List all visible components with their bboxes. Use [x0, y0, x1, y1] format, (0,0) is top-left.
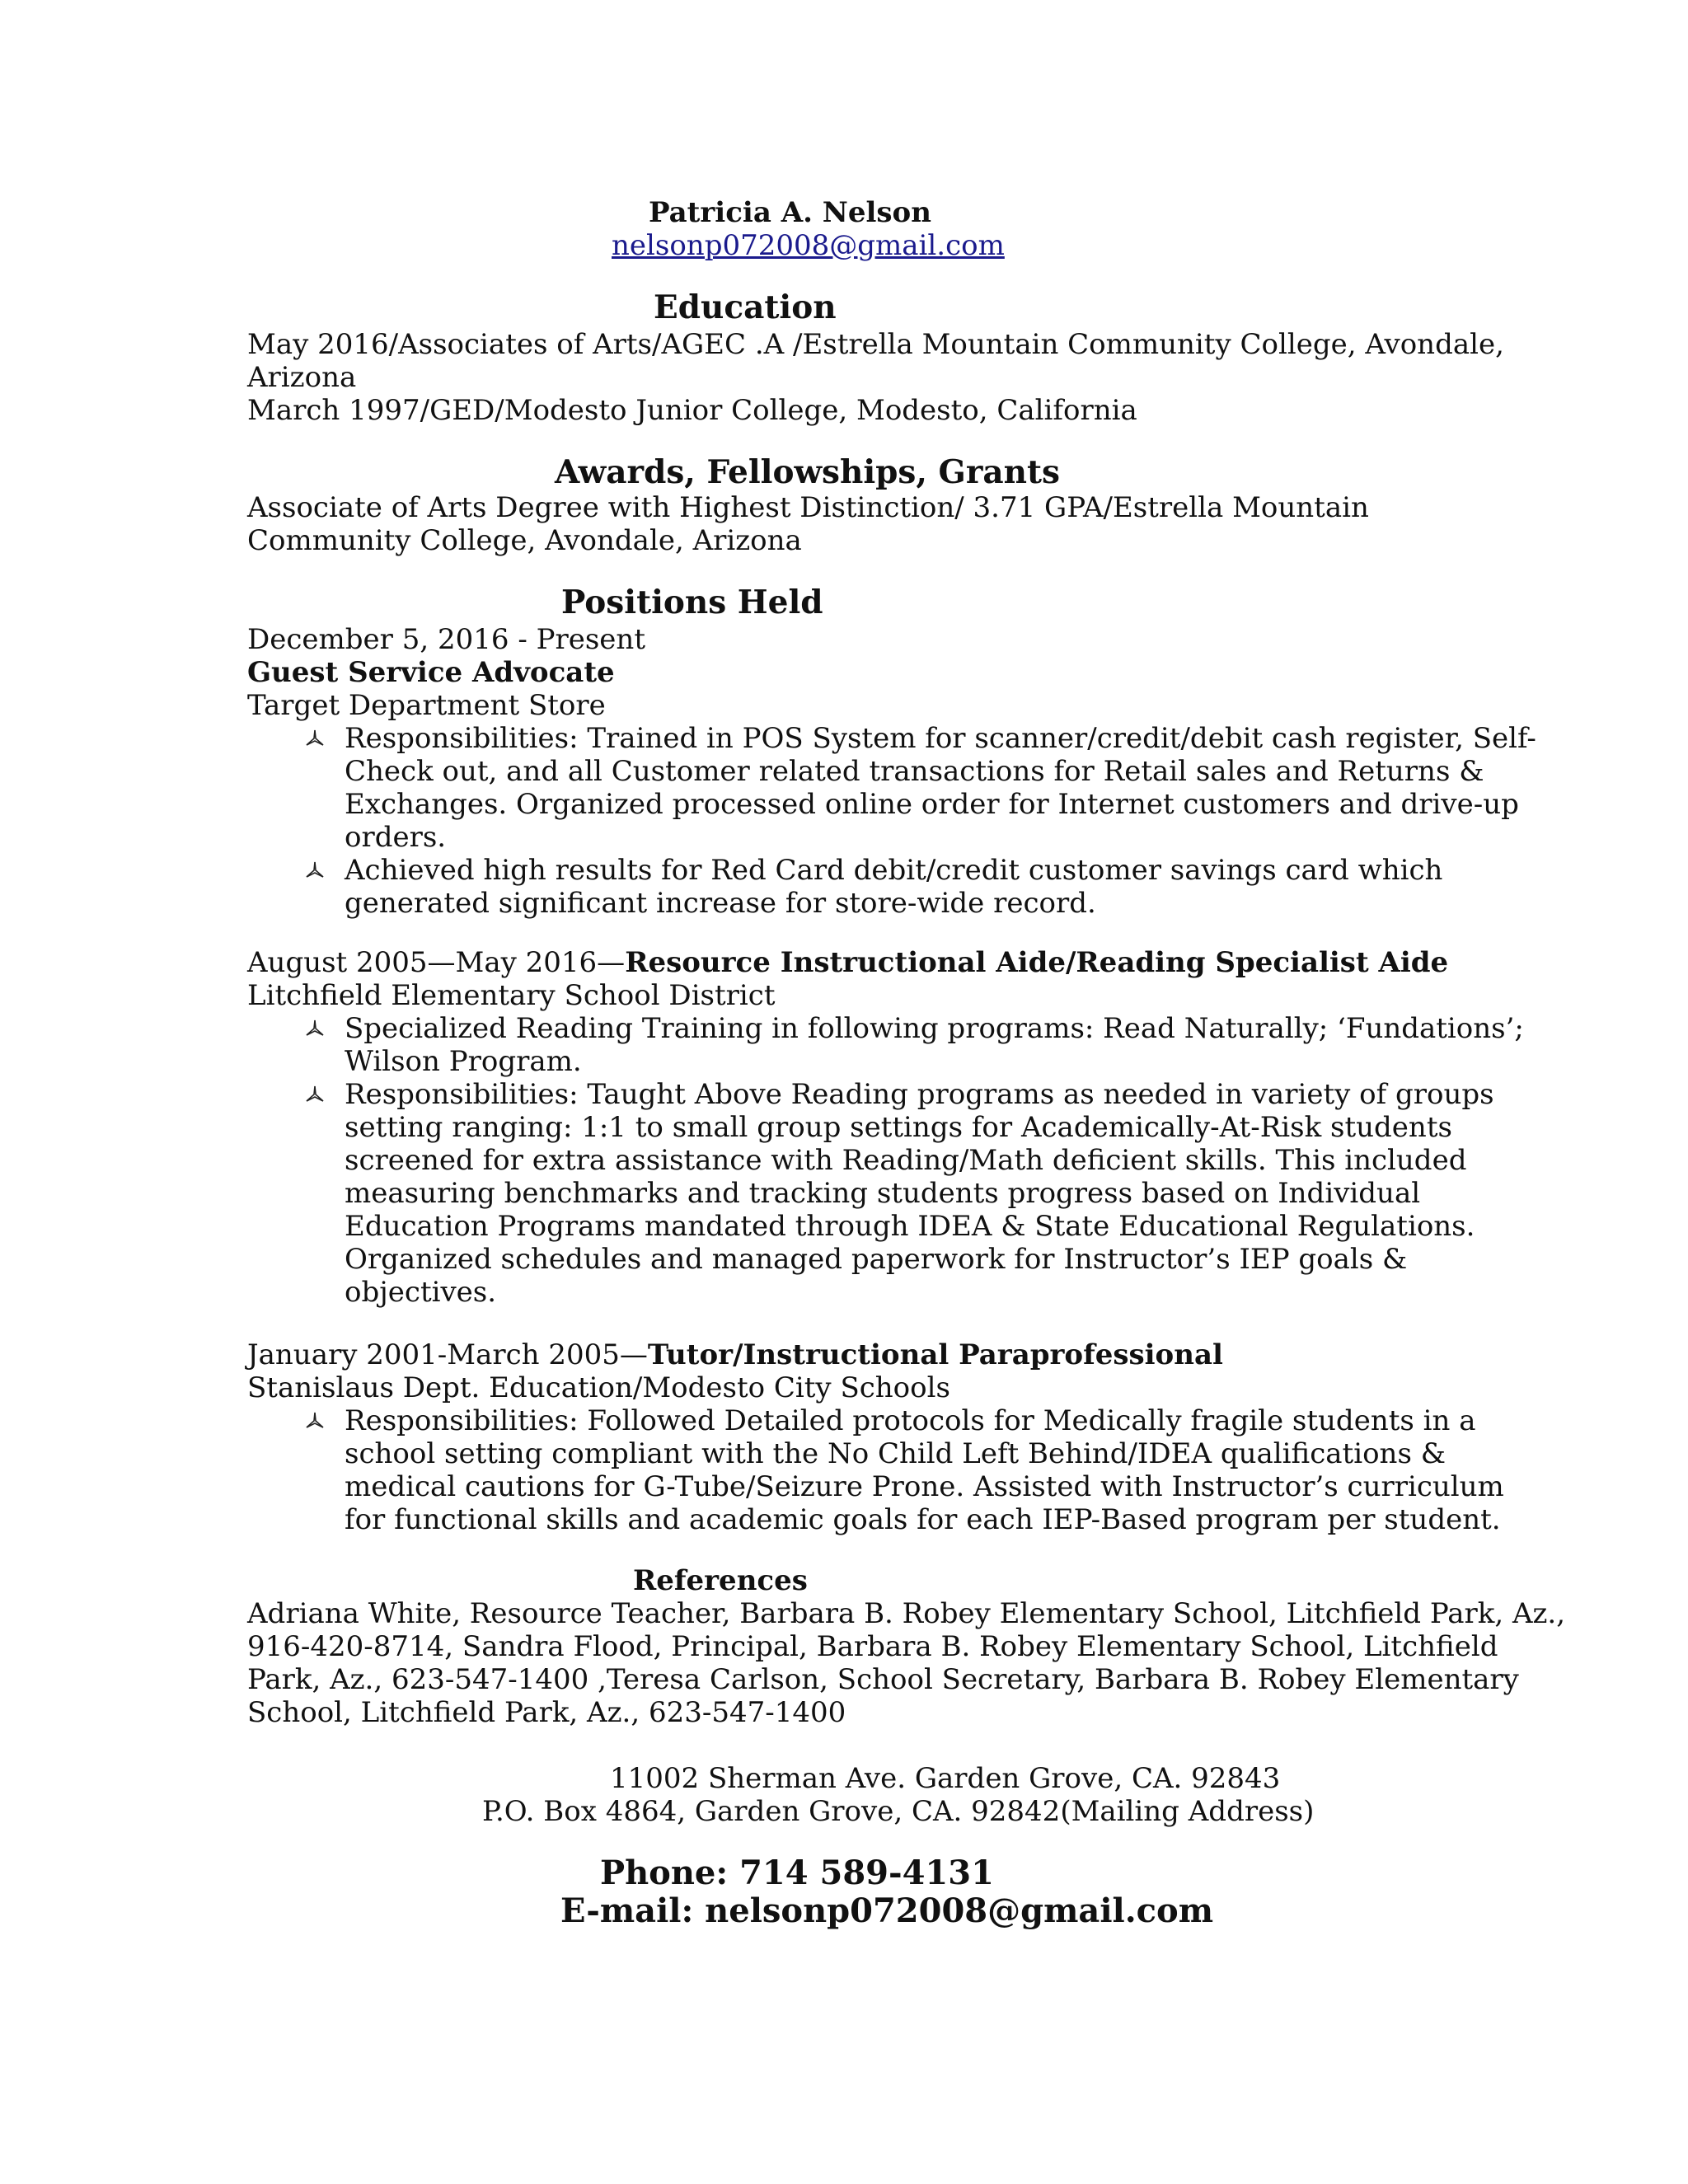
contact-email: E-mail: nelsonp072008@gmail.com	[560, 1891, 1214, 1930]
awards-line: Community College, Avondale, Arizona	[247, 524, 802, 557]
job-title: Guest Service Advocate	[247, 656, 615, 689]
job-employer: Litchfield Elementary School District	[247, 979, 776, 1012]
phone-number: Phone: 714 589-4131	[600, 1854, 994, 1892]
education-heading: Education	[654, 288, 837, 326]
awards-heading: Awards, Fellowships, Grants	[555, 453, 1060, 491]
job-heading-line	[247, 1338, 1223, 1371]
bullet-text: Responsibilities: Taught Above Reading programs as needed in variety of groups	[345, 1078, 1494, 1111]
bullet-text: Check out, and all Customer related transactions for Retail sales and Returns &	[345, 755, 1484, 788]
bullet-arrow-icon	[305, 1085, 325, 1104]
mailing-address: P.O. Box 4864, Garden Grove, CA. 92842(Mailing Address)	[482, 1795, 1315, 1828]
bullet-text: objectives.	[345, 1276, 497, 1309]
bullet-text: Exchanges. Organized processed online order for Internet customers and drive-up	[345, 788, 1519, 821]
bullet-text: orders.	[345, 821, 447, 854]
references-line: Adriana White, Resource Teacher, Barbara B. Robey Elementary School, Litchfield Park, Az.,	[247, 1597, 1566, 1630]
job-employer: Stanislaus Dept. Education/Modesto City Schools	[247, 1371, 950, 1404]
bullet-text: medical cautions for G-Tube/Seizure Prone. Assisted with Instructor’s curriculum	[345, 1470, 1504, 1503]
job-title: Resource Instructional Aide/Reading Specialist Aide	[625, 946, 1449, 979]
bullet-text: generated significant increase for store-wide record.	[345, 887, 1096, 920]
bullet-text: school setting compliant with the No Child Left Behind/IDEA qualifications &	[345, 1437, 1446, 1470]
bullet-arrow-icon	[305, 860, 325, 880]
bullet-text: for functional skills and academic goals for each IEP-Based program per student.	[345, 1503, 1501, 1536]
bullet-text: Responsibilities: Followed Detailed protocols for Medically fragile students in a	[345, 1404, 1476, 1437]
positions-heading: Positions Held	[561, 583, 823, 621]
bullet-text: Achieved high results for Red Card debit/credit customer savings card which	[345, 854, 1443, 887]
bullet-text: Specialized Reading Training in following programs: Read Naturally; ‘Fundations’;	[345, 1012, 1524, 1045]
job-dates: January 2001-March 2005—	[247, 1338, 648, 1371]
bullet-text: Responsibilities: Trained in POS System for scanner/credit/debit cash register, Self-	[345, 722, 1536, 755]
job-title: Tutor/Instructional Paraprofessional	[647, 1338, 1223, 1371]
education-line: March 1997/GED/Modesto Junior College, Modesto, California	[247, 394, 1137, 427]
references-heading: References	[633, 1564, 808, 1597]
job-dates: December 5, 2016 - Present	[247, 623, 645, 656]
street-address: 11002 Sherman Ave. Garden Grove, CA. 92843	[610, 1762, 1281, 1795]
bullet-text: measuring benchmarks and tracking students progress based on Individual	[345, 1177, 1421, 1210]
bullet-text: Organized schedules and managed paperwork for Instructor’s IEP goals &	[345, 1243, 1408, 1276]
awards-line: Associate of Arts Degree with Highest Distinction/ 3.71 GPA/Estrella Mountain	[247, 491, 1369, 524]
bullet-text: setting ranging: 1:1 to small group settings for Academically-At-Risk students	[345, 1111, 1452, 1144]
bullet-arrow-icon	[305, 1019, 325, 1038]
bullet-text: Education Programs mandated through IDEA & State Educational Regulations.	[345, 1210, 1475, 1243]
bullet-arrow-icon	[305, 1411, 325, 1431]
references-line: 916-420-8714, Sandra Flood, Principal, Barbara B. Robey Elementary School, Litchfield	[247, 1630, 1498, 1663]
education-line: Arizona	[247, 361, 357, 394]
job-dates: August 2005—May 2016—	[247, 946, 626, 979]
email-link[interactable]: nelsonp072008@gmail.com	[612, 229, 1005, 262]
applicant-name: Patricia A. Nelson	[649, 196, 931, 229]
references-line: Park, Az., 623-547-1400 ,Teresa Carlson, School Secretary, Barbara B. Robey Elementary	[247, 1663, 1519, 1696]
bullet-text: Wilson Program.	[345, 1045, 582, 1078]
bullet-text: screened for extra assistance with Reading/Math deficient skills. This included	[345, 1144, 1467, 1177]
job-employer: Target Department Store	[247, 689, 606, 722]
bullet-arrow-icon	[305, 729, 325, 748]
references-line: School, Litchfield Park, Az., 623-547-1400	[247, 1696, 846, 1729]
job-heading-line	[247, 946, 1448, 979]
education-line: May 2016/Associates of Arts/AGEC .A /Estrella Mountain Community College, Avondale,	[247, 328, 1504, 361]
